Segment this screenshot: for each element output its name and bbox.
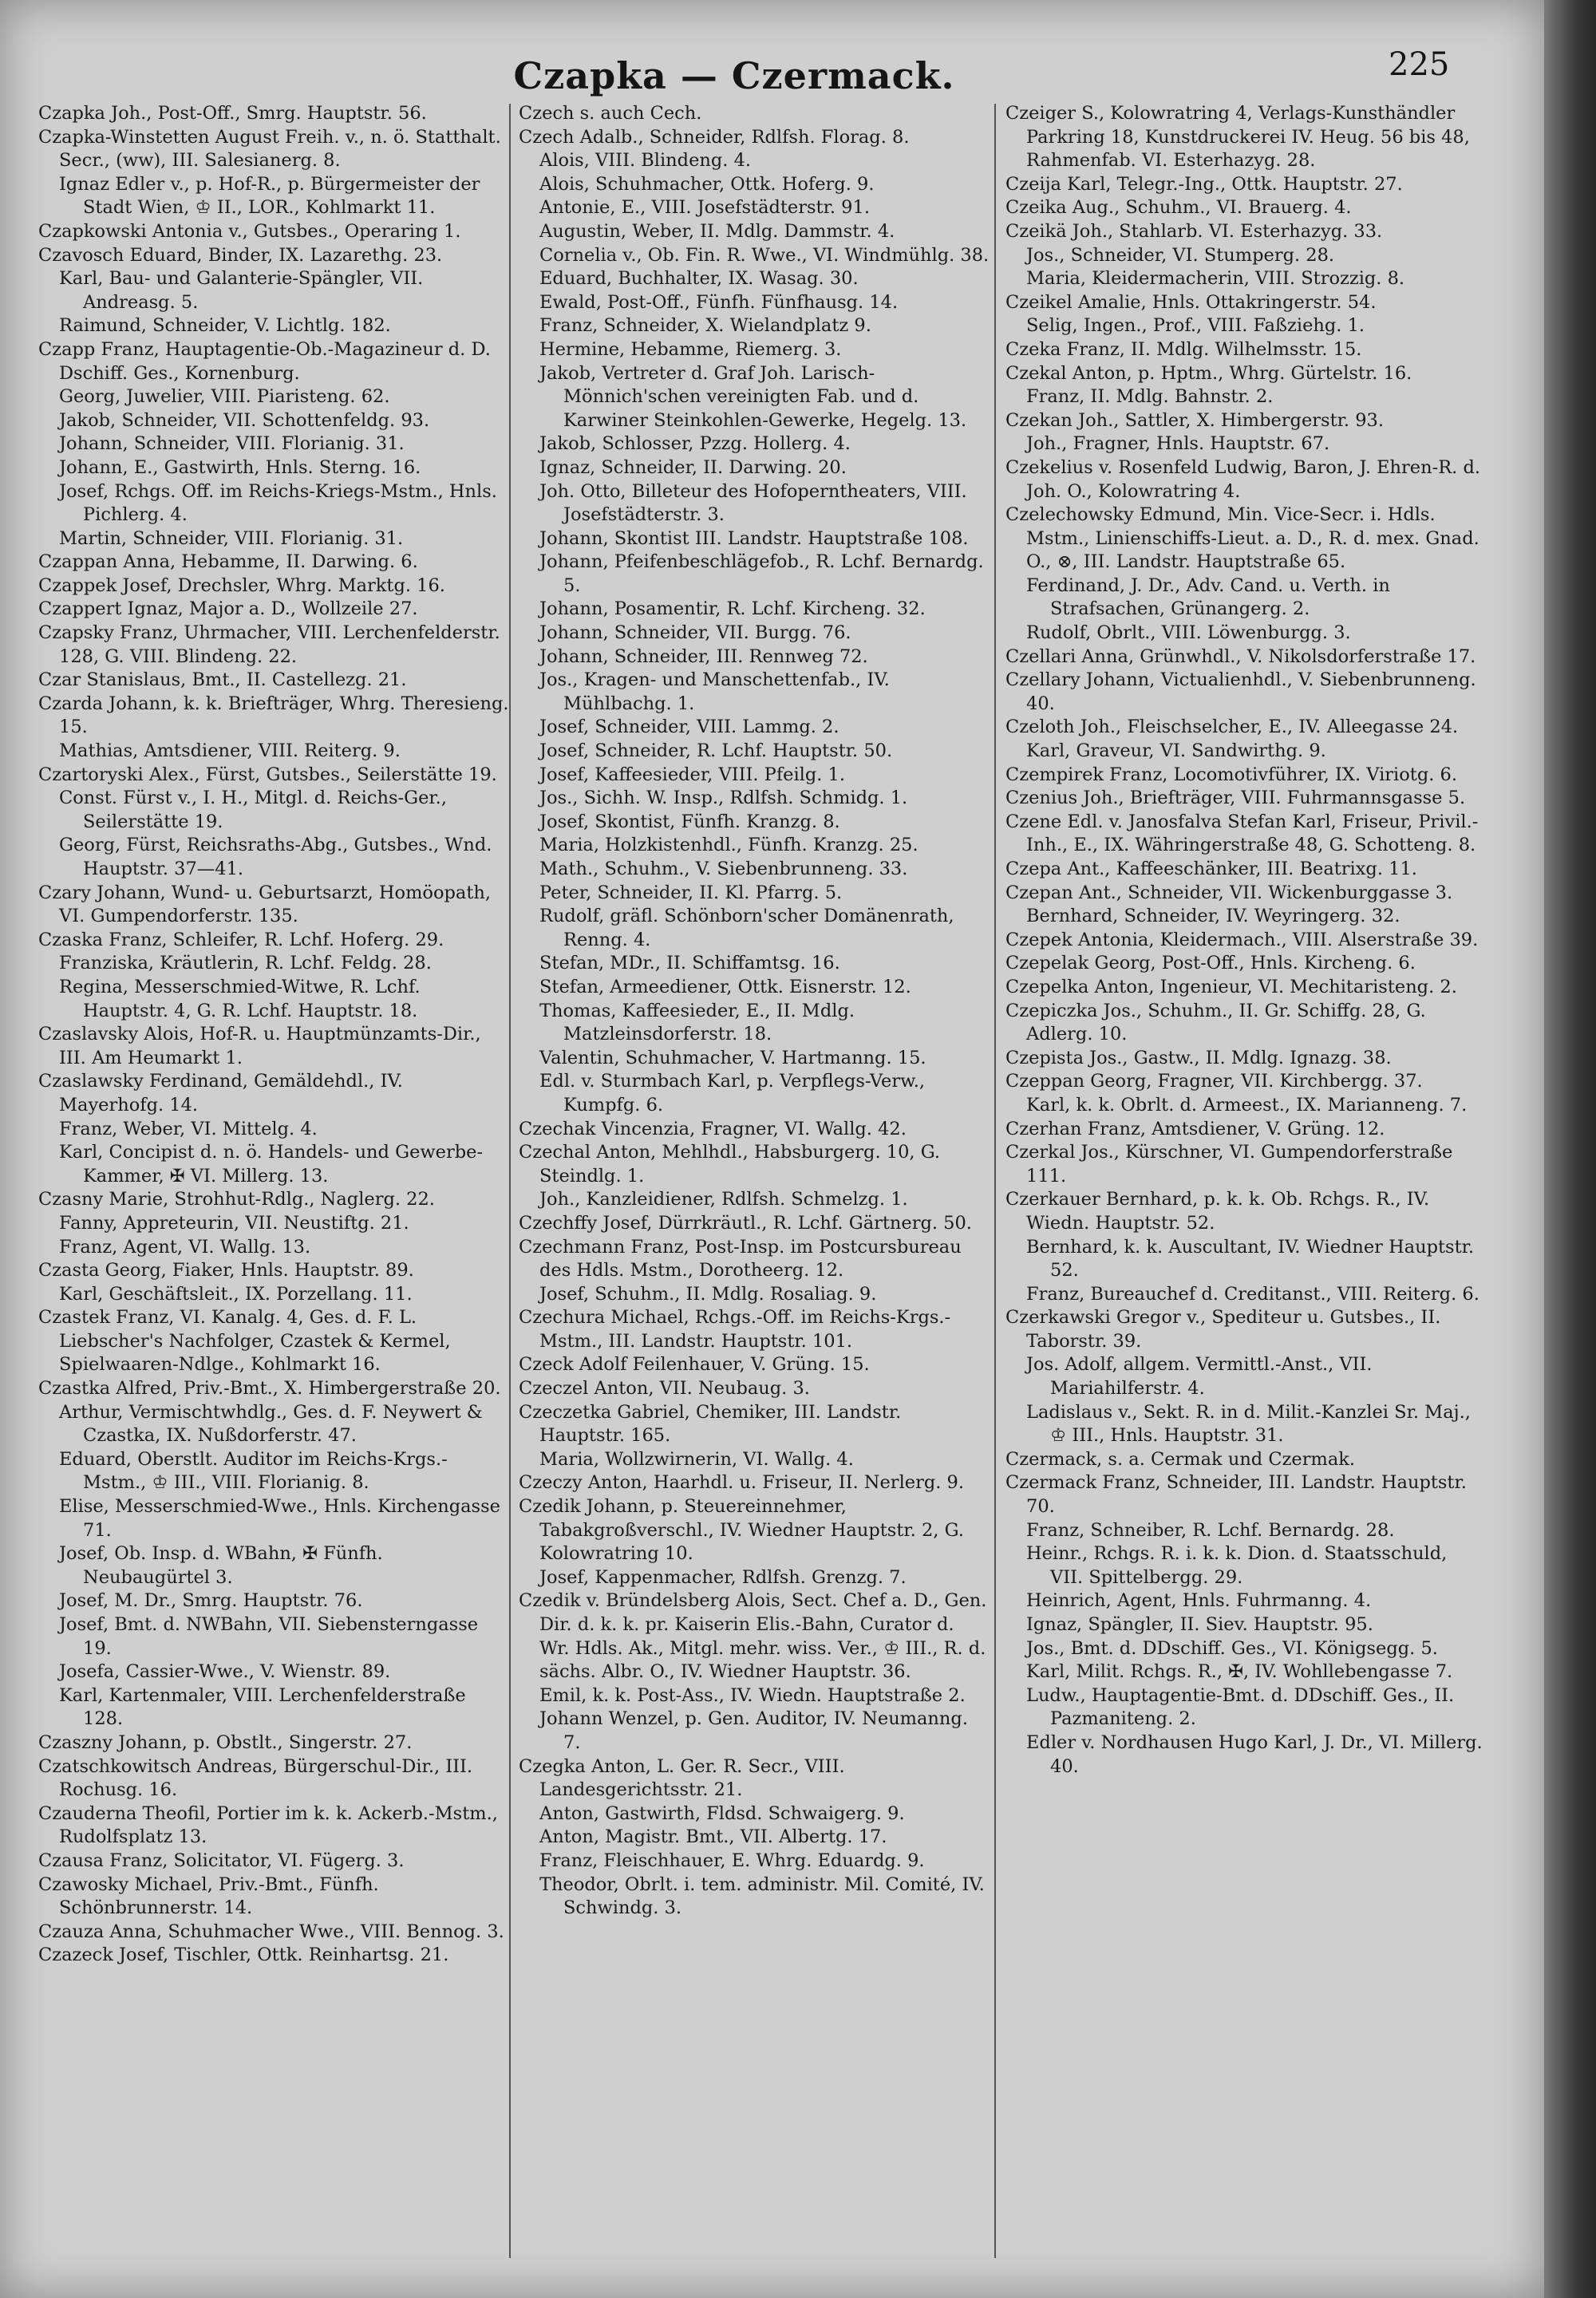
directory-entry: Czelechowsky Edmund, Min. Vice-Secr. i. Hdls. Mstm., Linienschiffs-Lieut. a. D., R. d. mex. Gnad. O., ⊗, III. Landstr. Hauptstraße 65.: [1005, 504, 1479, 573]
directory-entry: Karl, k. k. Obrlt. d. Armeest., IX. Marianneng. 7.: [1026, 1094, 1468, 1115]
directory-entry: Maria, Kleidermacherin, VIII. Strozzig. 8.: [1026, 268, 1405, 290]
directory-entry: Czepelka Anton, Ingenieur, VI. Mechitaristeng. 2.: [1005, 976, 1457, 997]
directory-entry: Czepa Ant., Kaffeeschänker, III. Beatrixg. 11.: [1005, 859, 1417, 879]
directory-entry: Czauza Anna, Schuhmacher Wwe., VIII. Bennog. 3.: [38, 1921, 504, 1942]
directory-entry: Josefa, Cassier-Wwe., V. Wienstr. 89.: [59, 1661, 391, 1683]
directory-entry: Anton, Magistr. Bmt., VII. Albertg. 17.: [539, 1826, 887, 1848]
directory-entry: Czartoryski Alex., Fürst, Gutsbes., Seilerstätte 19.: [38, 764, 497, 785]
directory-entry: Joh. Otto, Billeteur des Hofoperntheaters, VIII. Josefstädterstr. 3.: [539, 480, 967, 526]
directory-entry: Czechal Anton, Mehlhdl., Habsburgerg. 10, G. Steindlg. 1.: [519, 1142, 941, 1187]
column-1: [38, 102, 509, 2264]
directory-entry: Josef, Schneider, VIII. Lammg. 2.: [539, 717, 839, 738]
directory-entry: Czauderna Theofil, Portier im k. k. Ackerb.-Mstm., Rudolfsplatz 13.: [38, 1802, 498, 1848]
directory-entry: Bernhard, Schneider, IV. Weyringerg. 32.: [1026, 906, 1400, 927]
directory-entry: Franz, Bureauchef d. Creditanst., VIII. Reiterg. 6.: [1026, 1283, 1479, 1305]
directory-entry: Josef, Schuhm., II. Mdlg. Rosaliag. 9.: [539, 1283, 877, 1305]
directory-entry: Johann, Skontist III. Landstr. Hauptstraße 108.: [539, 527, 969, 549]
directory-entry: Georg, Juwelier, VIII. Piaristeng. 62.: [59, 386, 390, 408]
directory-entry: Czapp Franz, Hauptagentie-Ob.-Magazineur d. D. Dschiff. Ges., Kornenburg.: [38, 338, 491, 384]
directory-entry: Joh., Kanzleidiener, Rdlfsh. Schmelzg. 1.: [539, 1189, 908, 1210]
directory-entry: Czekan Joh., Sattler, X. Himbergerstr. 93.: [1005, 409, 1384, 431]
directory-entry: Ignaz Edler v., p. Hof-R., p. Bürgermeister der Stadt Wien, ♔ II., LOR., Kohlmarkt 11.: [59, 173, 480, 219]
directory-entry: Alois, Schuhmacher, Ottk. Hoferg. 9.: [539, 173, 875, 195]
directory-entry: Franz, Fleischhauer, E. Whrg. Eduardg. 9.: [539, 1850, 925, 1871]
directory-entry: Mathias, Amtsdiener, VIII. Reiterg. 9.: [59, 740, 401, 762]
directory-entry: Ignaz, Schneider, II. Darwing. 20.: [539, 456, 847, 478]
column-divider: [509, 104, 511, 2258]
directory-entry: Czepista Jos., Gastw., II. Mdlg. Ignazg. 38.: [1005, 1047, 1392, 1068]
directory-entry: Czappan Anna, Hebamme, II. Darwing. 6.: [38, 551, 418, 573]
directory-entry: Czermack, s. a. Cermak und Czermak.: [1005, 1448, 1356, 1470]
directory-entry: Czene Edl. v. Janosfalva Stefan Karl, Friseur, Privil.-Inh., E., IX. Währingerstraße 48, G. Schotteng. 8.: [1005, 811, 1479, 856]
directory-entry: Johann Wenzel, p. Gen. Auditor, IV. Neumanng. 7.: [539, 1708, 968, 1753]
directory-entry: Czechmann Franz, Post-Insp. im Postcursbureau des Hdls. Mstm., Dorotheerg. 12.: [519, 1236, 962, 1281]
directory-entry: Czappek Josef, Drechsler, Whrg. Marktg. 16.: [38, 574, 445, 596]
directory-entry: Heinrich, Agent, Hnls. Fuhrmanng. 4.: [1026, 1590, 1372, 1612]
directory-entry: Czaska Franz, Schleifer, R. Lchf. Hoferg. 29.: [38, 929, 444, 950]
directory-entry: Czeiger S., Kolowratring 4, Verlags-Kunsthändler Parkring 18, Kunstdruckerei IV. Heug. 56 bis 48, Rahmenfab. VI. Esterhazyg. 28.: [1005, 103, 1470, 172]
directory-entry: Eduard, Oberstlt. Auditor im Reichs-Krgs.-Mstm., ♔ III., VIII. Florianig. 8.: [59, 1448, 448, 1494]
directory-entry: Franziska, Kräutlerin, R. Lchf. Feldg. 28.: [59, 953, 432, 974]
directory-entry: Karl, Milit. Rchgs. R., ✠, IV. Wohllebengasse 7.: [1026, 1661, 1453, 1683]
directory-entry: Czeczel Anton, VII. Neubaug. 3.: [519, 1378, 810, 1400]
directory-entry: Czasta Georg, Fiaker, Hnls. Hauptstr. 89.: [38, 1260, 414, 1281]
directory-entry: Czazeck Josef, Tischler, Ottk. Reinhartsg. 21.: [38, 1945, 449, 1966]
directory-entry: Math., Schuhm., V. Siebenbrunneng. 33.: [539, 859, 908, 879]
directory-entry: Czerkauer Bernhard, p. k. k. Ob. Rchgs. R., IV. Wiedn. Hauptstr. 52.: [1005, 1189, 1430, 1234]
directory-entry: Czarda Johann, k. k. Briefträger, Whrg. Theresieng. 15.: [38, 693, 509, 738]
directory-entry: Karl, Kartenmaler, VIII. Lerchenfelderstraße 128.: [59, 1684, 466, 1730]
directory-entry: Josef, Schneider, R. Lchf. Hauptstr. 50.: [539, 740, 893, 762]
directory-entry: Josef, M. Dr., Smrg. Hauptstr. 76.: [59, 1590, 363, 1612]
directory-entry: Antonie, E., VIII. Josefstädterstr. 91.: [539, 197, 870, 219]
directory-entry: Czastka Alfred, Priv.-Bmt., X. Himbergerstraße 20.: [38, 1378, 501, 1400]
directory-entry: Czepelak Georg, Post-Off., Hnls. Kircheng. 6.: [1005, 953, 1416, 974]
directory-entry: Josef, Skontist, Fünfh. Kranzg. 8.: [539, 811, 840, 832]
directory-entry: Rudolf, gräfl. Schönborn'scher Domänenrath, Renng. 4.: [539, 906, 954, 950]
directory-entry: Czekelius v. Rosenfeld Ludwig, Baron, J. Ehren-R. d. Joh. O., Kolowratring 4.: [1005, 456, 1480, 502]
directory-entry: Jakob, Schneider, VII. Schottenfeldg. 93.: [59, 409, 430, 431]
directory-entry: Karl, Concipist d. n. ö. Handels- und Gewerbe-Kammer, ✠ VI. Millerg. 13.: [59, 1142, 484, 1187]
directory-entry: Thomas, Kaffeesieder, E., II. Mdlg. Matzleinsdorferstr. 18.: [539, 1000, 855, 1045]
directory-entry: Franz, Schneiber, R. Lchf. Bernardg. 28.: [1026, 1519, 1395, 1541]
directory-entry: Franz, II. Mdlg. Bahnstr. 2.: [1026, 386, 1274, 408]
directory-entry: Karl, Graveur, VI. Sandwirthg. 9.: [1026, 740, 1326, 762]
directory-entry: Valentin, Schuhmacher, V. Hartmanng. 15.: [539, 1047, 926, 1068]
directory-entry: Josef, Kappenmacher, Rdlfsh. Grenzg. 7.: [539, 1566, 907, 1588]
directory-entry: Regina, Messerschmied-Witwe, R. Lchf. Hauptstr. 4, G. R. Lchf. Hauptstr. 18.: [59, 976, 421, 1021]
directory-entry: Alois, VIII. Blindeng. 4.: [539, 150, 752, 172]
page-number: 225: [1389, 46, 1450, 83]
directory-entry: Emil, k. k. Post-Ass., IV. Wiedn. Hauptstraße 2.: [539, 1684, 966, 1706]
directory-entry: Const. Fürst v., I. H., Mitgl. d. Reichs-Ger., Seilerstätte 19.: [59, 788, 447, 832]
directory-entry: Czeikel Amalie, Hnls. Ottakringerstr. 54.: [1005, 291, 1377, 313]
directory-entry: Ferdinand, J. Dr., Adv. Cand. u. Verth. in Strafsachen, Grünangerg. 2.: [1026, 574, 1390, 620]
directory-entry: Czeloth Joh., Fleischselcher, E., IV. Alleegasse 24.: [1005, 717, 1459, 738]
directory-entry: Czellari Anna, Grünwhdl., V. Nikolsdorferstraße 17.: [1005, 646, 1476, 667]
directory-entry: Karl, Geschäftsleit., IX. Porzellang. 11.: [59, 1283, 413, 1305]
directory-entry: Czaslawsky Ferdinand, Gemäldehdl., IV. Mayerhofg. 14.: [38, 1071, 403, 1115]
directory-entry: Cornelia v., Ob. Fin. R. Wwe., VI. Windmühlg. 38.: [539, 244, 990, 266]
directory-entry: Czatschkowitsch Andreas, Bürgerschul-Dir., III. Rochusg. 16.: [38, 1755, 473, 1801]
directory-entry: Czaszny Johann, p. Obstlt., Singerstr. 27.: [38, 1731, 413, 1753]
directory-entry: Czar Stanislaus, Bmt., II. Castellezg. 21.: [38, 669, 407, 691]
directory-entry: Peter, Schneider, II. Kl. Pfarrg. 5.: [539, 882, 843, 903]
directory-entry: Joh., Fragner, Hnls. Hauptstr. 67.: [1026, 433, 1330, 455]
directory-entry: Karl, Bau- und Galanterie-Spängler, VII. Andreasg. 5.: [59, 268, 424, 313]
directory-entry: Edler v. Nordhausen Hugo Karl, J. Dr., VI. Millerg. 40.: [1026, 1731, 1483, 1777]
directory-entry: Czekal Anton, p. Hptm., Whrg. Gürtelstr. 16.: [1005, 362, 1412, 384]
directory-entry: Czechffy Josef, Dürrkräutl., R. Lchf. Gärtnerg. 50.: [519, 1212, 972, 1234]
directory-entry: Czerkal Jos., Kürschner, VI. Gumpendorferstraße 111.: [1005, 1142, 1453, 1187]
directory-entry: Martin, Schneider, VIII. Florianig. 31.: [59, 527, 404, 549]
directory-entry: Ladislaus v., Sekt. R. in d. Milit.-Kanzlei Sr. Maj., ♔ III., Hnls. Hauptstr. 31.: [1026, 1401, 1471, 1447]
directory-entry: Czermack Franz, Schneider, III. Landstr. Hauptstr. 70.: [1005, 1472, 1467, 1518]
directory-entry: Czavosch Eduard, Binder, IX. Lazarethg. 23.: [38, 244, 443, 266]
directory-entry: Czerkawski Gregor v., Spediteur u. Gutsbes., II. Taborstr. 39.: [1005, 1307, 1441, 1352]
directory-entry: Eduard, Buchhalter, IX. Wasag. 30.: [539, 268, 859, 290]
directory-entry: Jos., Kragen- und Manschettenfab., IV. Mühlbachg. 1.: [539, 669, 890, 714]
directory-entry: Johann, Posamentir, R. Lchf. Kircheng. 32.: [539, 598, 926, 620]
directory-entry: Fanny, Appreteurin, VII. Neustiftg. 21.: [59, 1212, 409, 1234]
directory-entry: Maria, Wollzwirnerin, VI. Wallg. 4.: [539, 1448, 854, 1470]
page-header: [0, 46, 1544, 102]
directory-entry: Ewald, Post-Off., Fünfh. Fünfhausg. 14.: [539, 291, 899, 313]
directory-entry: Josef, Rchgs. Off. im Reichs-Kriegs-Mstm., Hnls. Pichlerg. 4.: [59, 480, 497, 526]
directory-entry: Czepek Antonia, Kleidermach., VIII. Alserstraße 39.: [1005, 929, 1479, 950]
directory-entry: Czechak Vincenzia, Fragner, VI. Wallg. 42.: [519, 1118, 907, 1139]
directory-entry: Czedik v. Bründelsberg Alois, Sect. Chef a. D., Gen. Dir. d. k. k. pr. Kaiserin Elis.-Bahn, Curator d. Wr. Hdls. Ak., Mitgl. mehr. wiss. Ver., ♔ III., R. d. sächs. Albr. O., IV. Wiedner Hauptstr. 36.: [519, 1590, 987, 1683]
directory-entry: Jos., Sichh. W. Insp., Rdlfsh. Schmidg. 1.: [539, 788, 908, 809]
directory-entry: Josef, Ob. Insp. d. WBahn, ✠ Fünfh. Neubaugürtel 3.: [59, 1543, 383, 1588]
directory-entry: Franz, Agent, VI. Wallg. 13.: [59, 1236, 311, 1258]
directory-entry: Czeija Karl, Telegr.-Ing., Ottk. Hauptstr. 27.: [1005, 173, 1403, 195]
directory-entry: Josef, Bmt. d. NWBahn, VII. Siebensterngasse 19.: [59, 1614, 479, 1659]
directory-entry: Josef, Kaffeesieder, VIII. Pfeilg. 1.: [539, 764, 846, 785]
directory-entry: Czeika Aug., Schuhm., VI. Brauerg. 4.: [1005, 197, 1352, 219]
directory-entry: Edl. v. Sturmbach Karl, p. Verpflegs-Verw., Kumpfg. 6.: [539, 1071, 926, 1115]
directory-entry: Czechura Michael, Rchgs.-Off. im Reichs-Krgs.-Mstm., III. Landstr. Hauptstr. 101.: [519, 1307, 951, 1352]
directory-entry: Anton, Gastwirth, Fldsd. Schwaigerg. 9.: [539, 1802, 905, 1824]
directory-entry: Czapkowski Antonia v., Gutsbes., Operaring 1.: [38, 220, 461, 242]
directory-entry: Jakob, Vertreter d. Graf Joh. Larisch-Mönnich'schen vereinigten Fab. und d. Karwiner Steinkohlen-Gewerke, Hegelg. 13.: [539, 362, 967, 431]
directory-entry: Czedik Johann, p. Steuereinnehmer, Tabakgroßverschl., IV. Wiedner Hauptstr. 2, G. Kolowratring 10.: [519, 1496, 964, 1565]
directory-entry: Czellary Johann, Victualienhdl., V. Siebenbrunneng. 40.: [1005, 669, 1476, 714]
directory-entry: Ignaz, Spängler, II. Siev. Hauptstr. 95.: [1026, 1614, 1373, 1635]
directory-entry: Czeck Adolf Feilenhauer, V. Grüng. 15.: [519, 1354, 870, 1376]
directory-entry: Raimund, Schneider, V. Lichtlg. 182.: [59, 315, 391, 337]
directory-entry: Franz, Schneider, X. Wielandplatz 9.: [539, 315, 871, 337]
column-3: [1005, 102, 1484, 2264]
directory-entry: Johann, Schneider, VIII. Florianig. 31.: [59, 433, 405, 455]
directory-entry: Theodor, Obrlt. i. tem. administr. Mil. Comité, IV. Schwindg. 3.: [539, 1874, 985, 1919]
directory-entry: Hermine, Hebamme, Riemerg. 3.: [539, 338, 842, 360]
directory-entry: Czegka Anton, L. Ger. R. Secr., VIII. Landesgerichtsstr. 21.: [519, 1755, 845, 1801]
directory-entry: Czapsky Franz, Uhrmacher, VIII. Lerchenfelderstr. 128, G. VIII. Blindeng. 22.: [38, 622, 500, 667]
directory-entry: Bernhard, k. k. Auscultant, IV. Wiedner Hauptstr. 52.: [1026, 1236, 1475, 1281]
directory-entry: Czeka Franz, II. Mdlg. Wilhelmsstr. 15.: [1005, 338, 1362, 360]
directory-entry: Franz, Weber, VI. Mittelg. 4.: [59, 1118, 318, 1139]
directory-entry: Ludw., Hauptagentie-Bmt. d. DDschiff. Ges., II. Pazmaniteng. 2.: [1026, 1684, 1455, 1730]
directory-entry: Georg, Fürst, Reichsraths-Abg., Gutsbes., Wnd. Hauptstr. 37—41.: [59, 835, 492, 879]
directory-entry: Jos., Schneider, VI. Stumperg. 28.: [1026, 244, 1335, 266]
page-edge: [1544, 0, 1596, 2298]
directory-entry: Czapka Joh., Post-Off., Smrg. Hauptstr. 56.: [38, 103, 427, 124]
directory-entry: Czepan Ant., Schneider, VII. Wickenburggasse 3.: [1005, 882, 1453, 903]
column-2: [519, 102, 990, 2264]
directory-entry: Maria, Holzkistenhdl., Fünfh. Kranzg. 25.: [539, 835, 918, 856]
directory-entry: Jos., Bmt. d. DDschiff. Ges., VI. Königsegg. 5.: [1026, 1637, 1438, 1659]
directory-entry: Czech s. auch Cech.: [519, 103, 702, 124]
directory-entry: Johann, E., Gastwirth, Hnls. Sterng. 16.: [59, 456, 421, 478]
directory-entry: Rudolf, Obrlt., VIII. Löwenburgg. 3.: [1026, 622, 1351, 644]
directory-entry: Czech Adalb., Schneider, Rdlfsh. Florag. 8.: [519, 126, 910, 148]
directory-entry: Arthur, Vermischtwhdlg., Ges. d. F. Neywert & Czastka, IX. Nußdorferstr. 47.: [59, 1401, 483, 1447]
directory-entry: Johann, Schneider, VII. Burgg. 76.: [539, 622, 851, 644]
directory-entry: Czastek Franz, VI. Kanalg. 4, Ges. d. F. L. Liebscher's Nachfolger, Czastek & Kermel, Spielwaaren-Ndlge., Kohlmarkt 16.: [38, 1307, 451, 1376]
directory-entry: Selig, Ingen., Prof., VIII. Faßziehg. 1.: [1026, 315, 1365, 337]
directory-entry: Czenius Joh., Briefträger, VIII. Fuhrmannsgasse 5.: [1005, 788, 1466, 809]
directory-entry: Czeczy Anton, Haarhdl. u. Friseur, II. Nerlerg. 9.: [519, 1472, 965, 1494]
directory-entry: Czepiczka Jos., Schuhm., II. Gr. Schiffg. 28, G. Adlerg. 10.: [1005, 1000, 1426, 1045]
running-title: Czapka — Czermack.: [513, 54, 955, 97]
directory-entry: Czaslavsky Alois, Hof-R. u. Hauptmünzamts-Dir., III. Am Heumarkt 1.: [38, 1024, 481, 1068]
directory-entry: Czausa Franz, Solicitator, VI. Fügerg. 3.: [38, 1850, 405, 1871]
directory-entry: Czasny Marie, Strohhut-Rdlg., Naglerg. 22.: [38, 1189, 435, 1210]
column-divider: [994, 104, 996, 2258]
directory-entry: Stefan, Armeediener, Ottk. Eisnerstr. 12.: [539, 976, 911, 997]
directory-entry: Czappert Ignaz, Major a. D., Wollzeile 27.: [38, 598, 418, 620]
directory-entry: Czeczetka Gabriel, Chemiker, III. Landstr. Hauptstr. 165.: [519, 1401, 902, 1447]
directory-entry: Johann, Pfeifenbeschlägefob., R. Lchf. Bernardg. 5.: [539, 551, 984, 596]
directory-entry: Elise, Messerschmied-Wwe., Hnls. Kirchengasse 71.: [59, 1496, 500, 1541]
directory-entry: Heinr., Rchgs. R. i. k. k. Dion. d. Staatsschuld, VII. Spittelbergg. 29.: [1026, 1543, 1448, 1588]
directory-entry: Stefan, MDr., II. Schiffamtsg. 16.: [539, 953, 840, 974]
directory-entry: Czary Johann, Wund- u. Geburtsarzt, Homöopath, VI. Gumpendorferstr. 135.: [38, 882, 492, 927]
directory-entry: Jos. Adolf, allgem. Vermittl.-Anst., VII. Mariahilferstr. 4.: [1026, 1354, 1373, 1400]
directory-entry: Johann, Schneider, III. Rennweg 72.: [539, 646, 868, 667]
directory-entry: Augustin, Weber, II. Mdlg. Dammstr. 4.: [539, 220, 895, 242]
directory-entry: Czawosky Michael, Priv.-Bmt., Fünfh. Schönbrunnerstr. 14.: [38, 1874, 379, 1919]
directory-entry: Jakob, Schlosser, Pzzg. Hollerg. 4.: [539, 433, 851, 455]
directory-entry: Czapka-Winstetten August Freih. v., n. ö. Statthalt. Secr., (ww), III. Salesianerg. 8.: [38, 126, 501, 172]
directory-entry: Czerhan Franz, Amtsdiener, V. Grüng. 12.: [1005, 1118, 1385, 1139]
directory-entry: Czempirek Franz, Locomotivführer, IX. Viriotg. 6.: [1005, 764, 1458, 785]
directory-entry: Czeikä Joh., Stahlarb. VI. Esterhazyg. 33.: [1005, 220, 1383, 242]
directory-entry: Czeppan Georg, Fragner, VII. Kirchbergg. 37.: [1005, 1071, 1423, 1092]
